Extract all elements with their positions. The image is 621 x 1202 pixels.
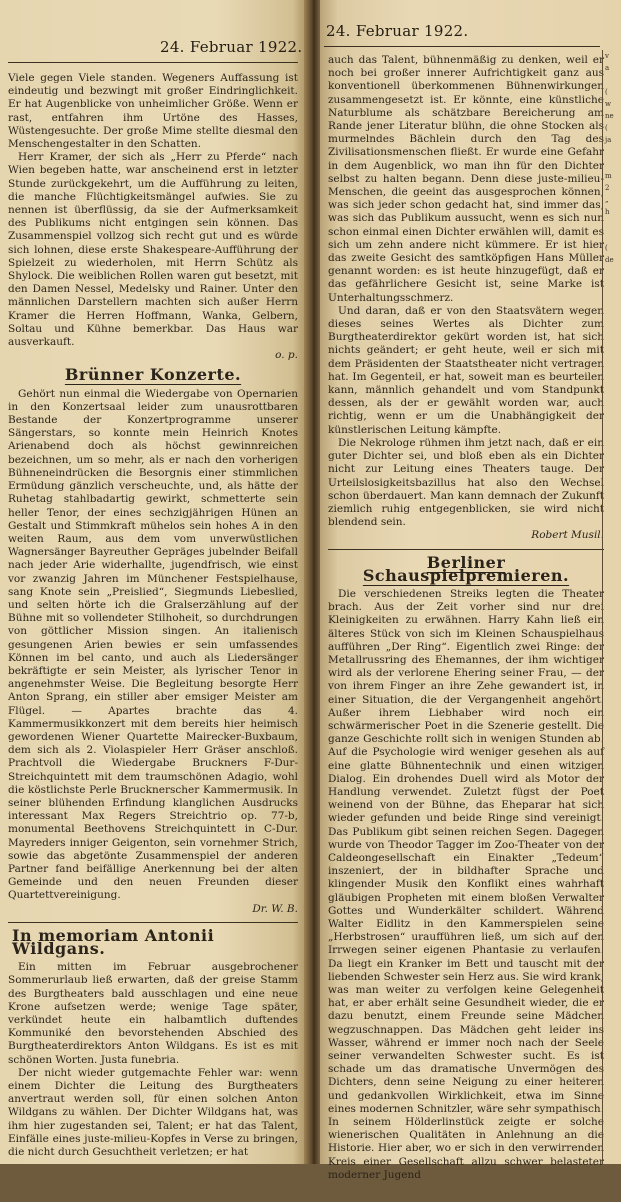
margin-fragment <box>605 782 621 794</box>
margin-fragment <box>605 566 621 578</box>
margin-fragment <box>605 1178 621 1190</box>
margin-fragment <box>605 686 621 698</box>
margin-fragment <box>605 638 621 650</box>
margin-fragment <box>605 962 621 974</box>
margin-fragment <box>605 158 621 170</box>
margin-fragment <box>605 950 621 962</box>
section-title-bruenner-konzerte: Brünner Konzerte. <box>64 365 242 385</box>
right-article-para-3: Die Nekrologe rühmen ihm jetzt nach, daß er ein guter Dichter sei, und bloß eben als ein Dichter nicht zur Leitung eines Theaters tauge. Der Urteilslosigkeitsbazillus hat also den Wechsel schon überdauert. Man kann demnach der Zukunft ziemlich ruhig entgegenblicken, sie wird nicht blendend sein. <box>328 436 604 529</box>
margin-fragment <box>605 1070 621 1082</box>
right-article-para-2: Und daran, daß er von den Staatsvätern wegen dieses seines Wertes als Dichter zum Burgtheaterdirektor gekürt worden ist, hat sich nichts geändert; er geht heute, weil er sich mit dem Präsidenten der Staatstheater nicht vertragen hat. Im Gegenteil, er hat, soweit man es beurteilen kann, männlich gehandelt und vom Standpunkt dessen, als der er gewählt worden war, auch richtig, wenn er um die Unabhängigkeit der künstlerischen Leitung kämpfte. <box>328 304 604 436</box>
margin-fragment <box>605 74 621 86</box>
margin-fragment <box>605 614 621 626</box>
margin-fragment <box>605 458 621 470</box>
margin-fragment <box>605 1022 621 1034</box>
right-section-para-1: Die verschiedenen Streiks legten die Theater brach. Aus der Zeit vorher sind nur drei Kleinigkeiten zu erwähnen. Harry Kahn ließ ein älteres Stück von sich im Kleinen Schauspielhaus aufführen „Der Ring“. Eigentlich zwei Ringe: der Metallrussring des Ehemannes, der ihm wichtiger wird als der verlorene Ehering seiner Frau, — der von ihrem Finger an ihre Zehe gewandert ist, in einer Situation, die der Vergangenheit angehört. Außer ihrem Liebhaber wird noch ein schwärmerischer Poet in die Szenerie gestellt. Die ganze Geschichte rollt sich in wenigen Stunden ab. Auf die Psychologie wird weniger gesehen als auf eine glatte Bühnentechnik und einen witzigen Dialog. Ein drohendes Duell wird als Motor der Handlung verwendet. Zuletzt fügst der Poet weinend von der Bühne, das Eheparar hat sich wieder gefunden und beide Ringe sind vereinigt. Das Publikum gibt seinen reichen Segen. Dagegen wurde von Theodor Tagger im Zoo-Theater von der Caldeongesellschaft ein Einakter „Tedeum“ inszeniert, der in bildhafter Sprache und klingender Musik den Konflikt eines wahrhaft gläubigen Propheten mit einem bloßen Verwalter Gottes und Wunderkälter schildert. Während Walter Eidlitz in den Kammerspielen seine „Herbstrosen“ uraufführen ließ, um sich auf den Irrwegen seiner eigenen Phantasie zu verlaufen. Da liegt ein Kranker im Bett und tauscht mit der liebenden Schwester sein Herz aus. Sie wird krank, was man weiter zu verfolgen keine Gelegenheit hat, er aber erhält seine Gesundheit wieder, die er dazu benutzt, einem Freunde seine Mädchen wegzuschnappen. Das Mädchen geht leider ins Wasser, während er immer noch nach der Seele seiner verwandelten Schwester sucht. Es ist schade um das dramatische Unvermögen des Dichters, denn seine Neigung zu einer heiteren und gedankvollen Wirklichkeit, etwa im Sinne eines modernen Schnitzler, wäre sehr sympathisch. In seinem Hölderlinstück zeigte er solche wienerischen Qualitäten in Anlehnung an die Historie. Hier aber, wo er sich in den verwirrenden Kreis einer Gesellschaft allzu schwer belasteter moderner Jugend <box>328 587 604 1181</box>
section-title-berliner-schauspielpremieren: Berliner Schauspielpremieren. <box>362 552 570 585</box>
margin-fragment: ( <box>605 88 608 96</box>
margin-fragment <box>605 1034 621 1046</box>
margin-fragment <box>605 662 621 674</box>
section-title-in-memoriam: In memoriam Antonii Wildgans. <box>12 925 215 958</box>
margin-fragment <box>605 806 621 818</box>
margin-fragment: ne <box>605 112 614 120</box>
margin-fragment <box>605 350 621 362</box>
right-page <box>320 0 621 1181</box>
margin-fragment <box>605 674 621 686</box>
margin-fragment <box>605 1142 621 1154</box>
margin-fragment <box>605 746 621 758</box>
margin-fragment <box>605 362 621 374</box>
margin-fragment <box>605 554 621 566</box>
margin-fragment <box>605 818 621 830</box>
margin-fragment: ( <box>605 124 608 132</box>
margin-fragment <box>605 854 621 866</box>
section2-para-1: Gehört nun einmal die Wiedergabe von Opernarien in den Konzertsaal leider zum unausrottbaren Bestande der Konzertprogramme unserer Sängerstars, so konnte mein Heinrich Knotes Arienabend doch als höchst gewinnreichen bezeichnen, um so mehr, als er nach den vorherigen Bühneneindrücken die Besorgnis einer stimmlichen Ermüdung gänzlich verscheuchte, und, als hätte der Ruhetag stahlbadartig gewirkt, schmetterte sein heller Tenor, der eines sechzigjährigen Hünen an Gestalt und Stimmkraft mühelos sein hohes A in den weiten Raum, aus dem vom unverwüstlichen Wagnersänger Bayreuther Gepräges jubelnder Beifall nach jeder Arie widerhallte, jugendfrisch, wie einst vor zwanzig Jahren im Münchener Festspielhause, sang Knote sein „Preislied“, Siegmunds Liebeslied, und selten hörte ich die Gralserzählung auf der Bühne mit so vollendeter Stilhoheit, so durchdrungen von göttlicher Mission singen. An italienisch gesungenen Arien bewies er sein umfassendes Können im bel canto, und auch als Liedersänger bekräftigte er sein Meister, als lyrischer Tenor in angenehmster Weise. Die Begleitung besorgte Herr Anton Sprang, ein stiller aber emsiger Meister am Flügel. — Apartes brachte das 4. Kammermusikkonzert mit dem bereits hier heimisch gewordenen Wiener Quartette Mairecker-Buxbaum, dem sich als 2. Violaspieler Herr Gräser anschloß. Prachtvoll die Wiedergabe Bruckners F-Dur-Streichquintett mit dem traumschönen Adagio, wohl die köstlichste Perle Brucknerscher Kammermusik. In seiner blühenden Erfindung klanglichen Ausdrucks interessant Max Regers Streichtrio op. 77-b, monumental Beethovens Streichquintett in C-Dur. Mayreders inniger Geigenton, sein vornehmer Strich, sowie das abgetönte Zusammenspiel der anderen Partner fand beifällige Anerkennung bei der alten Gemeinde und den neuen Freunden dieser Quartettvereinigung. <box>8 387 298 902</box>
margin-fragment <box>605 338 621 350</box>
margin-fragment <box>605 770 621 782</box>
margin-fragment <box>605 326 621 338</box>
margin-fragment <box>605 434 621 446</box>
section3-para-1: Ein mitten im Februar ausgebrochener Sommerurlaub ließ erwarten, daß der greise Stamm des Burgtheaters bald ausschlagen und eine neue Krone aufsetzen werde; wenige Tage später, verkündet heute ein halbamtlich duftendes Kommuniké den bevorstehenden Abschied des Burgtheaterdirektors Anton Wildgans. Es ist es mit schönen Worten. Justa funebria. <box>8 961 298 1066</box>
margin-fragment: ja <box>605 136 612 144</box>
margin-fragment: v <box>605 52 609 60</box>
left-article1-para-2: Herr Kramer, der sich als „Herr zu Pferde“ nach Wien begeben hatte, war anscheinend erst in letzter Stunde zurückgekehrt, um die Aufführung zu leiten, die manche Flüchtigkeitsmängel aufwies. Sie zu nennen ist überflüssig, da sie der Aufmerksamkeit des Publikums nicht entgingen sein können. Das Zusammenspiel vollzog sich recht gut und es würde sich lohnen, diese erste Shakespeare-Aufführung der Spielzeit zu wiederholen, mit Herrn Schütz als Shylock. Die weiblichen Rollen waren gut besetzt, mit den Damen Nessel, Medelsky und Rainer. Unter den männlichen Darstellern machten sich außer Herrn Kramer die Herren Hoffmann, Wanka, Gelbern, Soltau und Kühne bemerkbar. Das Haus war ausverkauft. <box>8 151 298 349</box>
margin-fragment <box>605 446 621 458</box>
margin-fragment <box>605 422 621 434</box>
margin-fragment <box>605 866 621 878</box>
right-page-header: 24. Februar 1922. <box>326 22 469 40</box>
margin-fragment <box>605 1154 621 1166</box>
right-article-signature: Robert Musil. <box>531 529 604 542</box>
margin-fragment <box>605 1190 621 1202</box>
right-article-para-1: auch das Talent, bühnenmäßig zu denken, weil er noch bei großer innerer Aufrichtigkeit ganz aus konventionell überkommenen Bühnenwirkungen zusammengesetzt ist. Er könnte, eine künstliche Naturblume als schätzbare Bereicherung am Rande jener Literatur blühn, die ohne Stocken als murmelndes Bächlein durch den Tag des Zivilisationsmenschen fließt. Er wurde eine Gefahr in dem Augenblick, wo man ihn für den Dichter selbst zu halten begann. Denn diese juste-milieu-Menschen, die geeint das ausgesprochen können, was sich jeder schon gedacht hat, sind immer das, was sich das Publikum aussucht, wenn es sich nun schon einmal einen Dichter erwählen will, damit es sich um zehn andere nicht kümmere. Er ist hier das zweite Gesicht des samtköpfigen Hans Müller genannt worden: es ist heute hinzugefügt, daß er das gefährlichere Gesicht ist, seine Marke ist Unterhaltungsschmerz. <box>328 54 604 304</box>
margin-fragment <box>605 974 621 986</box>
margin-fragment <box>605 530 621 542</box>
section3-para-2: Der nicht wieder gutgemachte Fehler war: wenn einem Dichter die Leitung des Burgtheaters anvertraut werden soll, für einen solchen Anton Wildgans zu wählen. Der Dichter Wildgans hat, was ihm hier zugestanden sei, Talent; er hat das Talent, Einfälle eines juste-milieu-Kopfes in Verse zu bringen, die nicht durch Gesuchtheit verletzen; er hat <box>8 1066 298 1159</box>
adjacent-page-margin-strip <box>602 50 621 1164</box>
margin-fragment <box>605 914 621 926</box>
margin-fragment <box>605 410 621 422</box>
margin-fragment <box>605 602 621 614</box>
margin-fragment <box>605 1082 621 1094</box>
left-column <box>8 72 298 1159</box>
margin-fragment <box>605 1130 621 1142</box>
margin-fragment <box>605 902 621 914</box>
section2-signature: Dr. W. B. <box>252 902 298 915</box>
margin-fragment <box>605 218 621 230</box>
margin-fragment <box>605 494 621 506</box>
margin-fragment <box>605 986 621 998</box>
margin-fragment <box>605 482 621 494</box>
margin-fragment <box>605 650 621 662</box>
margin-fragment <box>605 842 621 854</box>
right-section-divider <box>328 549 604 550</box>
left-article1-signature: o. p. <box>275 349 298 362</box>
margin-fragment: h <box>605 208 610 216</box>
margin-fragment: de <box>605 256 614 264</box>
margin-fragment <box>605 734 621 746</box>
margin-fragment <box>605 1106 621 1118</box>
margin-fragment: w <box>605 100 611 108</box>
margin-fragment: „ <box>605 196 609 204</box>
margin-fragment <box>605 302 621 314</box>
margin-fragment <box>605 1058 621 1070</box>
margin-fragment <box>605 710 621 722</box>
left-page-header: 24. Februar 1922. <box>160 38 303 56</box>
margin-fragment <box>605 830 621 842</box>
margin-fragment <box>605 626 621 638</box>
margin-fragment <box>605 938 621 950</box>
margin-fragment <box>605 1118 621 1130</box>
margin-fragment <box>605 398 621 410</box>
margin-fragment <box>605 794 621 806</box>
margin-fragment <box>605 374 621 386</box>
margin-fragment <box>605 698 621 710</box>
margin-fragment <box>605 998 621 1010</box>
margin-fragment <box>605 1010 621 1022</box>
margin-fragment <box>605 290 621 302</box>
margin-fragment <box>605 518 621 530</box>
margin-fragment: 2 <box>605 184 610 192</box>
section-divider <box>8 922 298 923</box>
margin-fragment <box>605 1094 621 1106</box>
margin-fragment <box>605 542 621 554</box>
margin-fragment <box>605 1166 621 1178</box>
margin-fragment <box>605 1046 621 1058</box>
left-header-rule <box>8 62 298 63</box>
margin-fragment <box>605 878 621 890</box>
margin-fragment: a <box>605 64 610 72</box>
margin-fragment <box>605 386 621 398</box>
right-column <box>328 54 604 1182</box>
margin-fragment <box>605 758 621 770</box>
margin-fragment <box>605 470 621 482</box>
margin-fragment <box>605 146 621 158</box>
margin-fragment <box>605 278 621 290</box>
left-page <box>0 0 308 1164</box>
margin-fragment: m <box>605 172 612 180</box>
margin-fragment <box>605 578 621 590</box>
right-header-rule <box>324 46 600 47</box>
margin-fragment: ( <box>605 244 608 252</box>
margin-fragment <box>605 506 621 518</box>
margin-fragment <box>605 890 621 902</box>
margin-fragment <box>605 314 621 326</box>
margin-fragment <box>605 590 621 602</box>
margin-fragment <box>605 722 621 734</box>
margin-fragment <box>605 926 621 938</box>
margin-fragment <box>605 230 621 242</box>
left-article1-para-1: Viele gegen Viele standen. Wegeners Auffassung ist eindeutig und bezwingt mit großer Eindringlichkeit. Er hat Augenblicke von unheimlicher Größe. Wenn er rast, entfahren ihm Urtöne des Hasses, Wüstengesuchte. Der große Mime stellte diesmal den Menschengestalter in den Schatten. <box>8 72 298 151</box>
margin-fragment <box>605 266 621 278</box>
